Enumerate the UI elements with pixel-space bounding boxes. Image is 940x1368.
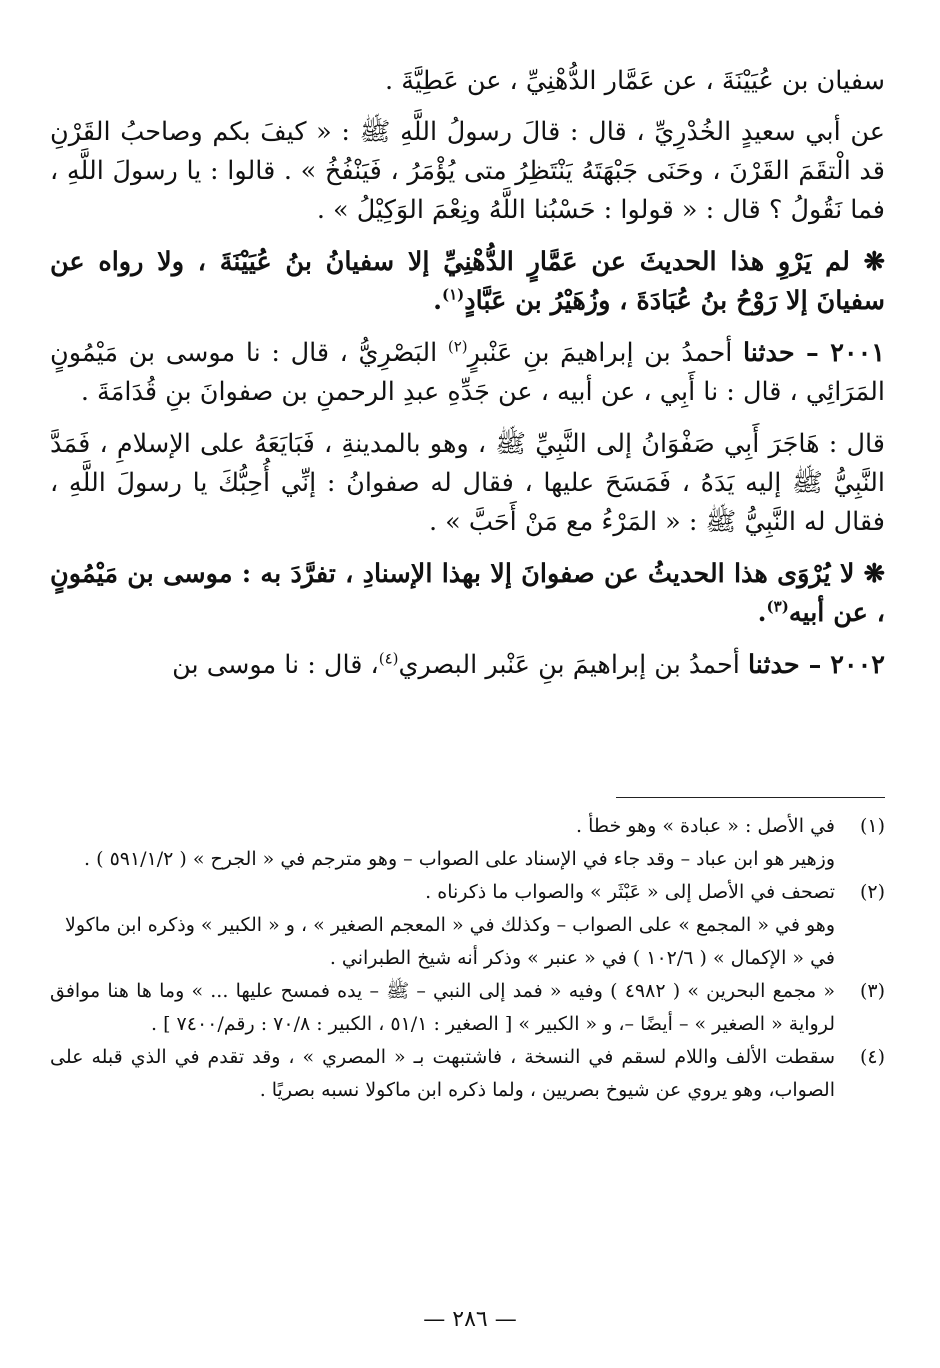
- footnote-3: [50, 975, 885, 1041]
- chain-2001-b: البَصْرِيُّ ، قال : نا موسى بن مَيْمُونٍ المَرَائِي ، قال : نا أَبِي ، عن أبيه ، عن جَدِّهِ عبدِ الرحمنِ بن صفوانَ بنِ قُدَامَةَ .: [50, 338, 885, 407]
- chain-2001-a: أحمدُ بن إبراهيمَ بنِ عَنْبرٍ: [467, 338, 743, 368]
- paragraph-chain-end: سفيان بن عُيَيْنَةَ ، عن عَمَّار الدُّهْنِيِّ ، عن عَطِيَّةَ .: [385, 66, 885, 96]
- commentary-2001: ❋ لا يُرْوَى هذا الحديثُ عن صفوانَ إلا بهذا الإسنادِ ، تفرَّدَ به : موسى بن مَيْمُونٍ ، عن أبيه$^{(٣)}$.: [50, 559, 885, 628]
- page-number: — ٢٨٦ —: [423, 1307, 517, 1332]
- footnote-4-text: سقطت الألف واللام لسقم في النسخة ، فاشتبهت بـ « المصري » ، وقد تقدم في الذي قبله على الصواب، وهو يروي عن شيوخ بصريين ، ولما ذكره ابن ماكولا نسبه بصريًا .: [50, 1046, 835, 1101]
- footnote-2-number: (٢): [859, 881, 885, 903]
- hadith-2001-chain: [50, 334, 885, 412]
- footnote-3-number: (٣): [859, 980, 885, 1002]
- footnote-1-number: (١): [859, 815, 885, 837]
- footnote-2-continued: وهو في « المجمع » على الصواب – وكذلك في « المعجم الصغير » ، و « الكبير » وذكره ابن ماكولا في « الإكمال » ( ١٠٢/٦ ) في « عنبر » وذكر أنه شيخ الطبراني .: [64, 914, 835, 969]
- footnote-3-text: « مجمع البحرين » ( ٤٩٨٢ ) وفيه « فمد إلى النبي – ﷺ – يده فمسح عليها ... » وما ها هنا موافق لرواية « الصغير » – أيضًا –، و « الكبير » [ الصغير : ٥١/١ ، الكبير : ٧٠/٨ : رقم/٧٤٠٠ ] .: [50, 980, 835, 1035]
- footnote-2: [50, 876, 885, 909]
- footnote-divider: [616, 797, 885, 798]
- hadith-text-2001: قال : هَاجَرَ أَبِي صَفْوَانُ إلى النَّبِيِّ ﷺ ، وهو بالمدينةِ ، فَبَايَعَهُ على الإسلامِ ، فَمَدَّ النَّبِيُّ ﷺ إليه يَدَهُ ، فَمَسَحَ عليها ، فقال له صفوانُ : إنِّي أُحِبُّكَ يا رسولَ اللَّهِ ، فقال له النَّبِيُّ ﷺ : « المَرْءُ مع مَنْ أَحَبَّ » .: [50, 429, 885, 537]
- footnote-1-text-a: في الأصل : « عبادة » وهو خطأ .: [576, 815, 835, 837]
- hadith-2002-chain: [50, 646, 885, 685]
- commentary-2001-text: ❋ لا يُرْوَى هذا الحديثُ عن صفوانَ إلا بهذا الإسنادِ ، تفرَّدَ به : موسى بن مَيْمُونٍ ، عن أبيه: [50, 559, 885, 628]
- footnote-2-text-a: تصحف في الأصل إلى « عَبْثَر » والصواب ما ذكرناه .: [425, 881, 835, 903]
- footnote-1-continued: وزهير هو ابن عباد – وقد جاء في الإسناد على الصواب – وهو مترجم في « الجرح » ( ٥٩١/١/٢ ) .: [84, 848, 835, 870]
- footnote-4: [50, 1041, 885, 1107]
- footnote-1: [50, 810, 885, 843]
- hadith-number-2001: ٢٠٠١ – حدثنا: [742, 338, 885, 368]
- main-text: [50, 62, 885, 698]
- footnote-ref-1: (١): [442, 285, 465, 304]
- hadith-text-1: عن أبي سعيدٍ الخُدْرِيِّ ، قال : قالَ رسولُ اللَّهِ ﷺ : « كيفَ بكم وصاحبُ القَرْنِ قد الْتقَمَ القَرْنَ ، وحَنَى جَبْهَتَهُ يَنْتَظِرُ متى يُؤْمَرُ ، فَيَنْفُخُ » . قالوا : يا رسولَ اللَّهِ ، فما نَقُولُ ؟ قال : « قولوا : حَسْبُنا اللَّهُ ونِعْمَ الوَكِيْلُ » .: [50, 117, 885, 225]
- footnotes: [50, 810, 885, 1107]
- footnote-ref-2: (٢): [447, 337, 468, 356]
- commentary-1: ❋ لم يَرْوِ هذا الحديثَ عن عَمَّارٍ الدُّهْنِيِّ إلا سفيانُ بنُ عُيَيْنَةَ ، ولا رواه عن سفيانَ إلا رَوْحُ بنُ عُبَادَةَ ، وزُهَيْرُ بن عَبَّادٍ$^{(١)}$.: [50, 247, 885, 316]
- commentary-1-text: ❋ لم يَرْوِ هذا الحديثَ عن عَمَّارٍ الدُّهْنِيِّ إلا سفيانُ بنُ عُيَيْنَةَ ، ولا رواه عن سفيانَ إلا رَوْحُ بنُ عُبَادَةَ ، وزُهَيْرُ بن عَبَّادٍ: [50, 247, 885, 316]
- footnote-ref-4: (٤): [378, 649, 399, 668]
- hadith-number-2002: ٢٠٠٢ – حدثنا: [747, 650, 885, 680]
- chain-2002-b: ، قال : نا موسى بن: [172, 650, 379, 680]
- footnote-ref-3: (٣): [766, 597, 789, 616]
- footnote-4-number: (٤): [859, 1046, 885, 1068]
- chain-2002-a: أحمدُ بن إبراهيمَ بنِ عَنْبر البصري: [398, 650, 748, 680]
